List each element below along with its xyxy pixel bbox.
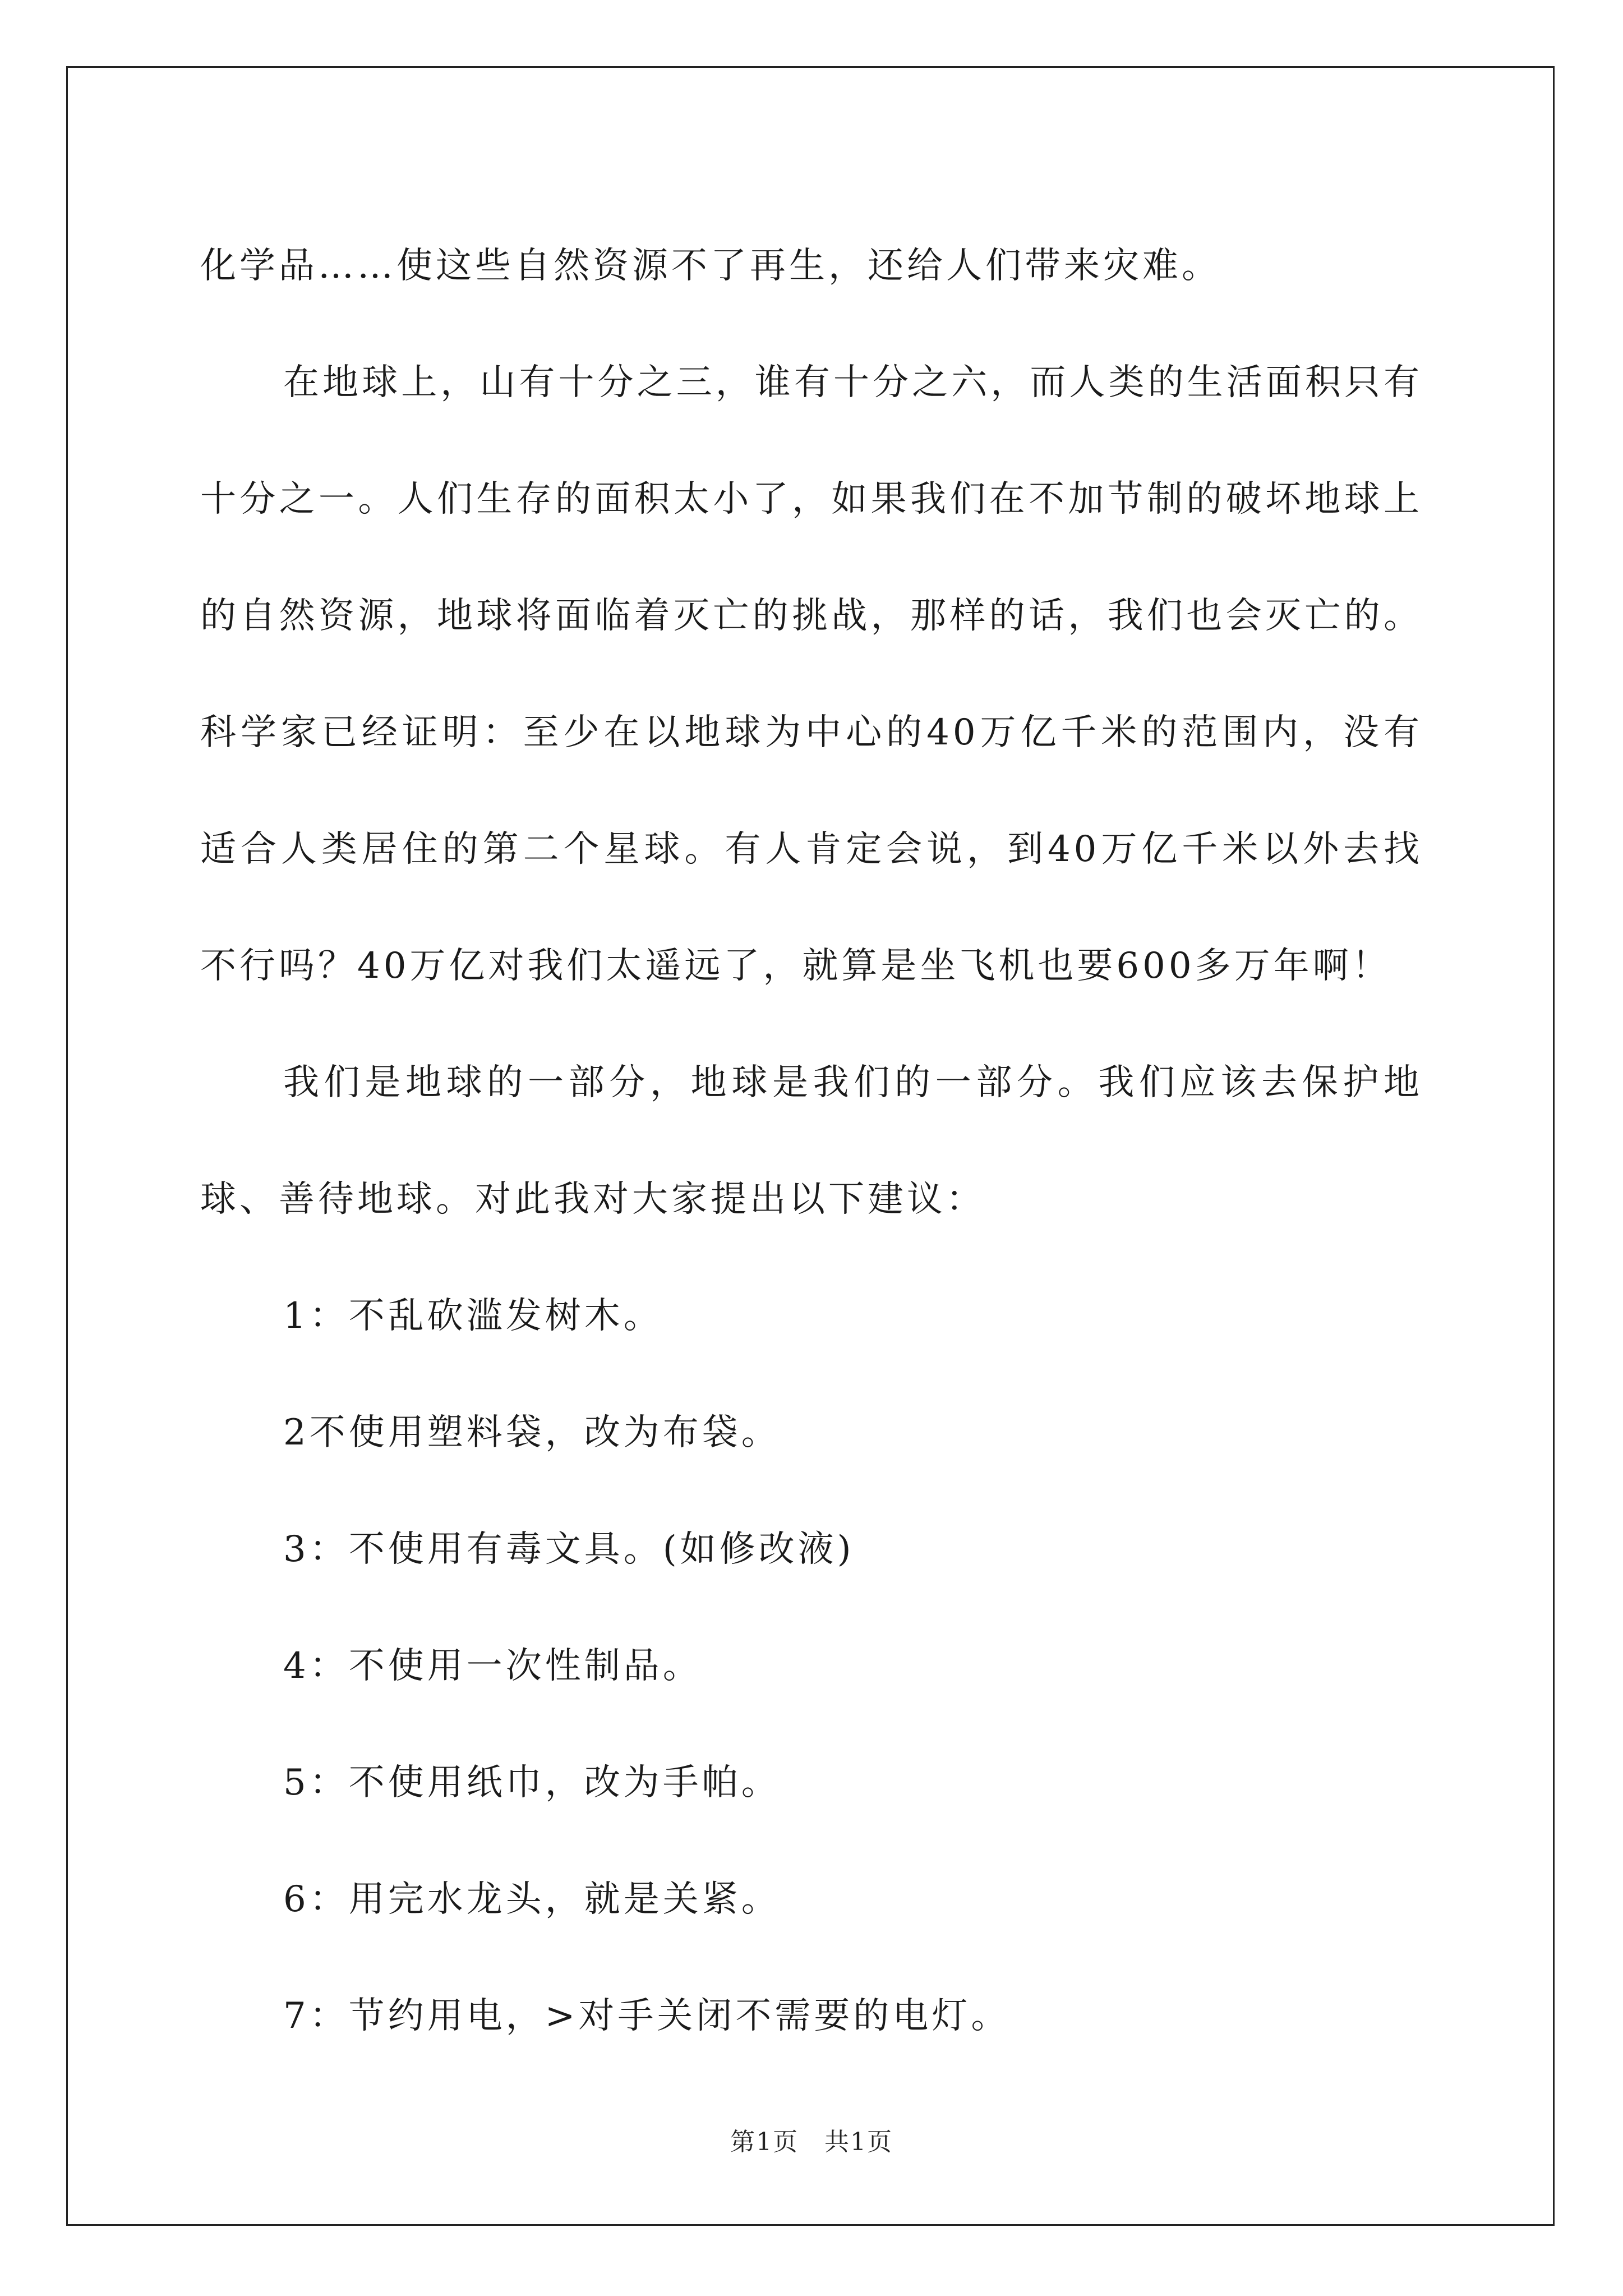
suggestion-item: 7：节约用电，>对手关闭不需要的电灯。 [283, 1995, 1011, 2037]
suggestion-item: 2不使用塑料袋，改为布袋。 [283, 1412, 781, 1453]
paragraph-protect-earth: 我们是地球的一部分，地球是我们的一部分。我们应该去保护地球、善待地球。对此我对大家提出以下建议： [200, 1062, 1423, 1220]
suggestion-item: 6：用完水龙头，就是关紧。 [283, 1879, 781, 1920]
suggestion-item: 1：不乱砍滥发树木。 [283, 1295, 663, 1337]
suggestion-item: 5：不使用纸巾，改为手帕。 [283, 1762, 781, 1803]
paragraph-earth-area: 在地球上，山有十分之三，谁有十分之六，而人类的生活面积只有十分之一。人们生存的面积太小了，如果我们在不加节制的破坏地球上的自然资源，地球将面临着灭亡的挑战，那样的话，我们也会灭亡的。科学家已经证明：至少在以地球为中心的40万亿千米的范围内，没有适合人类居住的第二个星球。有人肯定会说，到40万亿千米以外去找不行吗？40万亿对我们太遥远了，就算是坐飞机也要600多万年啊！ [200, 362, 1423, 987]
opening-line: 化学品……使这些自然资源不了再生，还给人们带来灾难。 [200, 245, 1221, 287]
suggestion-item: 3：不使用有毒文具。(如修改液) [283, 1529, 855, 1570]
page-number-footer: 第1页 共1页 [730, 2128, 893, 2156]
suggestion-item: 4：不使用一次性制品。 [283, 1645, 702, 1687]
document-body [200, 208, 1423, 2074]
